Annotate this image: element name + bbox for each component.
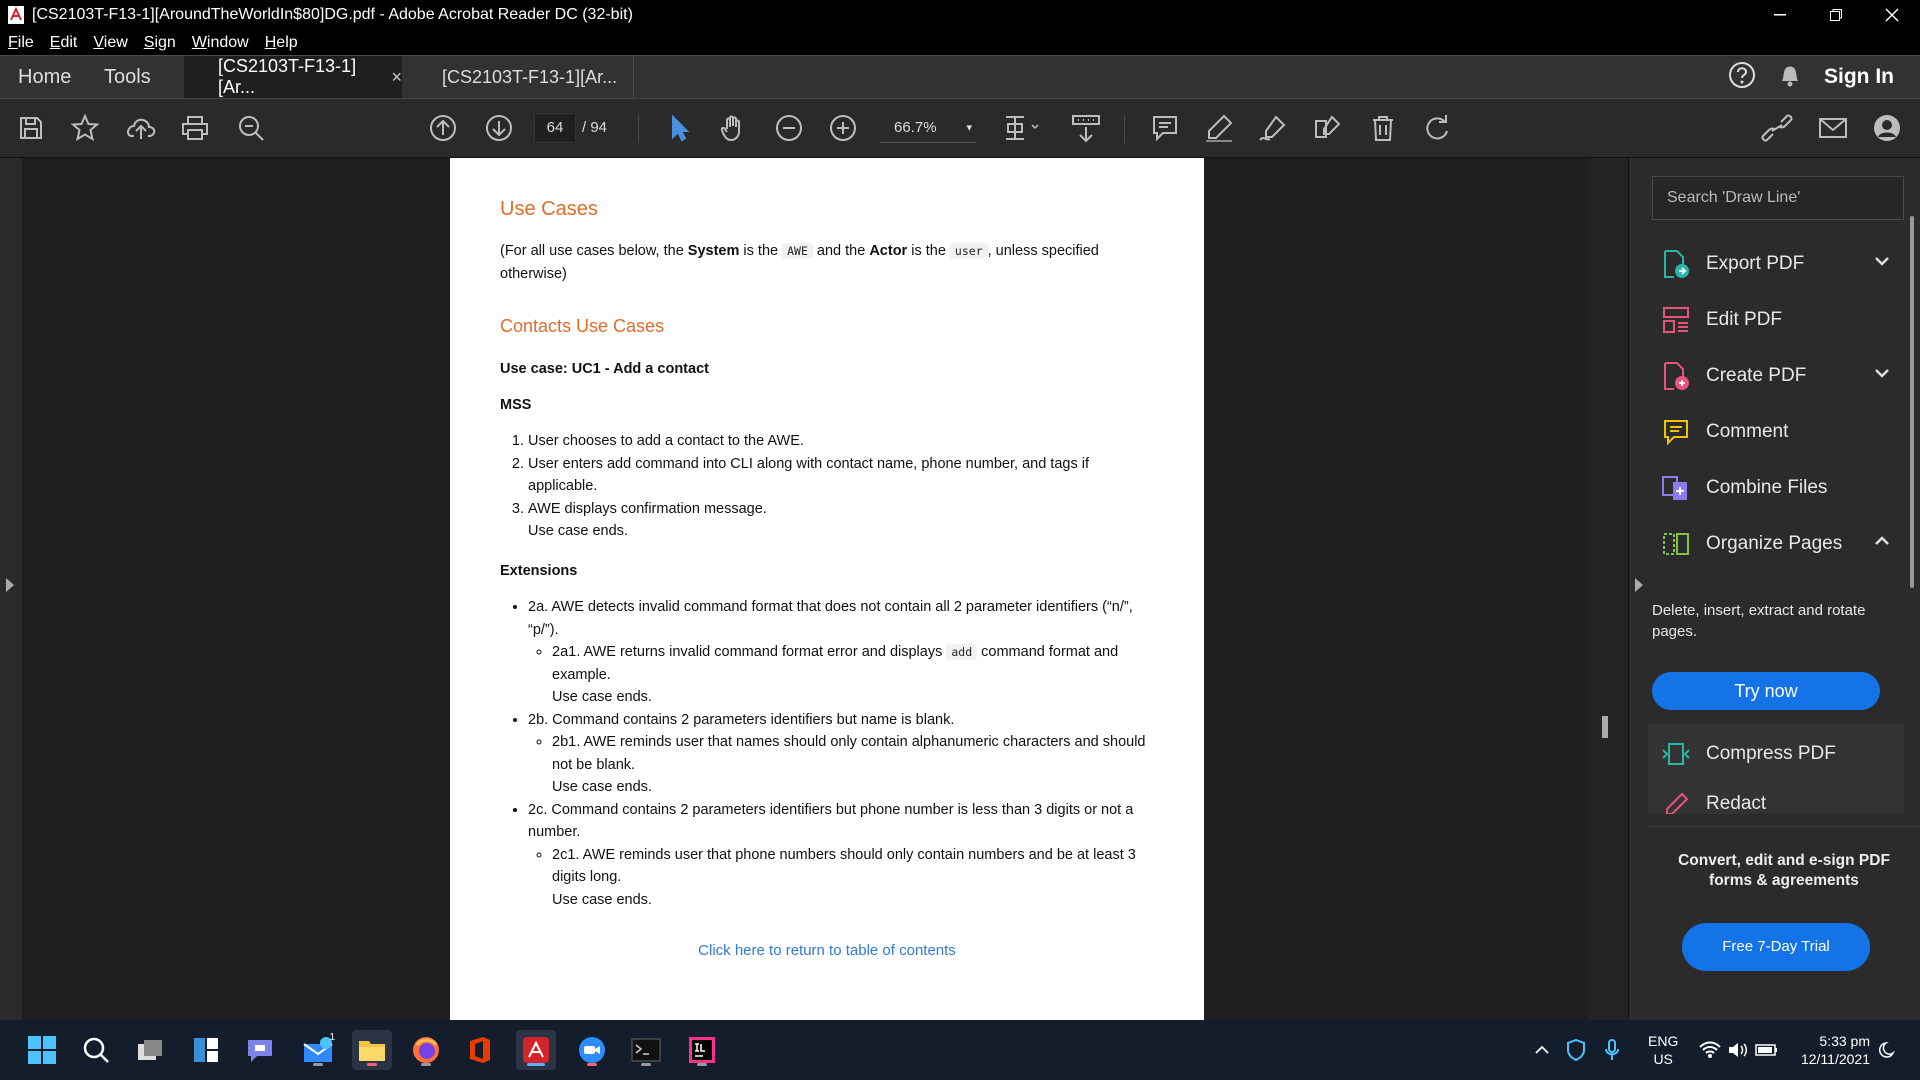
intro-system: System — [687, 243, 740, 259]
firefox-icon[interactable] — [406, 1030, 446, 1070]
list-item — [552, 731, 1160, 799]
toolbar-divider — [1124, 115, 1125, 143]
upload-cloud-icon[interactable] — [124, 111, 158, 145]
free-trial-button[interactable]: Free 7-Day Trial — [1682, 923, 1870, 971]
system-clock[interactable] — [1790, 1032, 1870, 1068]
select-cursor-icon[interactable] — [662, 111, 696, 145]
tool-label: Organize Pages — [1706, 533, 1843, 554]
intro-text: is the — [907, 243, 950, 259]
list-item-text: command format and example. — [552, 644, 1119, 683]
next-page-icon[interactable] — [482, 111, 516, 145]
chevron-down-icon[interactable] — [1874, 368, 1890, 378]
heading-use-cases: Use Cases — [500, 198, 598, 220]
tools-pane — [1648, 158, 1920, 1020]
extensions-label: Extensions — [500, 563, 578, 579]
windows-taskbar — [0, 1020, 1920, 1080]
tab-document-label: [CS2103T-F13-1][Ar... — [218, 56, 357, 97]
zoom-level-value: 66.7% — [894, 119, 937, 136]
list-item-text: 2c1. AWE reminds user that phone numbers should only contain numbers and be at least 3 digits long. — [552, 846, 1136, 885]
tools-lower-list — [1648, 724, 1904, 814]
show-hidden-icons-chevron[interactable] — [1528, 1030, 1556, 1070]
restore-button[interactable] — [1808, 0, 1864, 30]
tool-edit-pdf[interactable] — [1660, 300, 1890, 340]
list-item-text: 2a1. AWE returns invalid command format error and displays — [552, 644, 947, 660]
list-item-text: 2b1. AWE reminds user that names should only contain alphanumeric characters and should not be blank. — [552, 734, 1146, 773]
tab-document-2-label: [CS2103T-F13-1][Ar... — [442, 66, 618, 87]
page-number-input[interactable]: 64 — [534, 113, 576, 143]
edit-pdf-icon — [1660, 304, 1692, 336]
office-icon[interactable] — [460, 1030, 500, 1070]
intro-text: , unless specified — [987, 243, 1099, 259]
expand-arrow-icon — [6, 578, 14, 592]
terminal-icon[interactable] — [626, 1030, 666, 1070]
tool-label: Comment — [1706, 421, 1789, 442]
use-case-title: Use case: UC1 - Add a contact — [500, 361, 709, 377]
find-zoom-icon[interactable] — [234, 111, 268, 145]
chevron-up-icon[interactable] — [1874, 536, 1890, 546]
toolbar — [0, 98, 1920, 158]
tool-label: Compress PDF — [1706, 743, 1836, 764]
tab-document-2[interactable] — [402, 56, 634, 98]
tool-export-pdf[interactable] — [1660, 244, 1890, 284]
tool-label: Create PDF — [1706, 365, 1807, 386]
compress-pdf-icon — [1660, 738, 1692, 770]
toolbar-divider — [638, 115, 639, 143]
sign-in-button[interactable]: Sign In — [1824, 65, 1894, 88]
list-item — [552, 641, 1160, 709]
window-title: [CS2103T-F13-1][AroundTheWorldIn$80]DG.pdf - Adobe Acrobat Reader DC (32-bit) — [32, 6, 633, 23]
region-code: US — [1653, 1051, 1673, 1067]
tool-label: Redact — [1706, 793, 1767, 814]
user-account-icon[interactable] — [1870, 111, 1904, 145]
sub-list — [528, 844, 1160, 912]
bookmark-star-icon[interactable] — [68, 111, 102, 145]
intellij-icon[interactable] — [682, 1030, 722, 1070]
tab-home[interactable]: Home — [18, 65, 72, 88]
chevron-down-icon[interactable] — [1874, 256, 1890, 266]
microphone-icon[interactable] — [1598, 1030, 1626, 1070]
heading-contacts-use-cases: Contacts Use Cases — [500, 316, 665, 336]
list-item: 1. User chooses to add a contact to the AWE. — [528, 430, 1140, 453]
intro-actor: Actor — [869, 243, 908, 259]
search-icon[interactable] — [76, 1030, 116, 1070]
previous-page-icon[interactable] — [426, 111, 460, 145]
intro-text: (For all use cases below, the — [500, 243, 688, 259]
mail-badge: 1 — [329, 1032, 335, 1043]
comment-icon — [1660, 416, 1692, 448]
try-now-button[interactable]: Try now — [1652, 672, 1880, 710]
acrobat-logo-icon — [6, 5, 26, 25]
delete-trash-icon[interactable] — [1366, 111, 1400, 145]
highlight-pen-icon[interactable] — [1202, 111, 1236, 145]
zoom-meetings-icon[interactable] — [572, 1030, 612, 1070]
intro-text: otherwise) — [500, 265, 567, 282]
menu-window[interactable]: Window — [191, 33, 249, 51]
tab-close-icon[interactable]: × — [391, 66, 402, 87]
scroll-mode-icon[interactable] — [1066, 111, 1106, 145]
active-indicator — [527, 1063, 545, 1066]
language-code: ENG — [1648, 1033, 1679, 1049]
title-bar — [0, 0, 1920, 30]
list-item: 2. User enters add command into CLI along with contact name, phone number, and tags if applicable. — [528, 453, 1140, 498]
menu-sign[interactable]: Sign — [143, 33, 176, 51]
list-item — [528, 799, 1160, 912]
code-add: add — [946, 644, 977, 660]
volume-icon[interactable] — [1726, 1030, 1750, 1070]
running-indicator — [697, 1063, 707, 1066]
scrollbar-thumb[interactable] — [1602, 716, 1608, 738]
list-item-text: 2a. AWE detects invalid command format that does not contain all 2 parameter identifiers (“n/”, “p/”). — [528, 599, 1133, 638]
pdf-page — [450, 158, 1204, 1020]
mss-list — [520, 430, 1140, 543]
list-item-text: 2c. Command contains 2 parameters identifiers but phone number is less than 3 digits or not a number. — [528, 801, 1134, 840]
promo-panel — [1648, 826, 1920, 1020]
left-panel-toggle[interactable] — [0, 158, 22, 1020]
tool-combine-files[interactable] — [1660, 468, 1890, 508]
code-awe: AWE — [782, 243, 813, 259]
save-icon[interactable] — [14, 111, 48, 145]
code-user: user — [950, 243, 988, 259]
sub-list — [528, 731, 1160, 799]
tool-redact[interactable] — [1660, 784, 1890, 814]
running-indicator — [313, 1063, 323, 1066]
tools-search-input[interactable]: Search 'Draw Line' — [1652, 176, 1904, 220]
tool-label: Export PDF — [1706, 253, 1805, 274]
zoom-level-dropdown[interactable] — [880, 113, 976, 143]
running-indicator — [587, 1063, 597, 1066]
tool-label: Edit PDF — [1706, 309, 1783, 330]
organize-pages-description: Delete, insert, extract and rotate pages. — [1652, 602, 1866, 640]
running-indicator — [641, 1063, 651, 1066]
table-of-contents-link[interactable]: Click here to return to table of contents — [698, 942, 956, 959]
menu-file[interactable]: File — [8, 33, 34, 51]
email-icon[interactable] — [1816, 111, 1850, 145]
task-view-icon[interactable] — [130, 1030, 170, 1070]
intro-text: is the — [739, 243, 783, 259]
close-window-button[interactable] — [1864, 0, 1920, 30]
wifi-icon[interactable] — [1698, 1030, 1722, 1070]
widgets-icon[interactable] — [186, 1030, 226, 1070]
combine-files-icon — [1660, 472, 1692, 504]
rotate-icon[interactable] — [1420, 111, 1454, 145]
input-language[interactable] — [1648, 1032, 1678, 1068]
sign-pen-icon[interactable] — [1256, 111, 1290, 145]
notifications-bell-icon[interactable] — [1778, 62, 1802, 93]
sub-list — [528, 641, 1160, 709]
print-icon[interactable] — [178, 111, 212, 145]
collapse-arrow-icon — [1635, 578, 1643, 592]
list-item — [528, 596, 1160, 709]
hand-tool-icon[interactable] — [716, 111, 750, 145]
scrollbar-thumb[interactable] — [1910, 216, 1914, 588]
tools-scrollbar[interactable] — [1904, 210, 1920, 640]
windows-start-icon[interactable] — [22, 1030, 62, 1070]
tool-organize-pages[interactable] — [1660, 524, 1890, 564]
tab-document-active[interactable] — [184, 56, 402, 98]
page-total: / 94 — [582, 119, 608, 136]
menu-view[interactable]: View — [93, 33, 128, 51]
running-indicator — [421, 1063, 431, 1066]
create-pdf-icon — [1660, 360, 1692, 392]
use-case-ends: Use case ends. — [552, 779, 652, 795]
list-item-text: 2b. Command contains 2 parameters identifiers but name is blank. — [528, 711, 955, 728]
right-pane-toggle[interactable] — [1628, 158, 1648, 1020]
use-case-ends: Use case ends. — [552, 891, 652, 908]
add-comment-icon[interactable] — [1148, 111, 1182, 145]
mail-icon[interactable] — [298, 1030, 338, 1070]
zoom-in-icon[interactable] — [826, 111, 860, 145]
zoom-out-icon[interactable] — [772, 111, 806, 145]
file-explorer-icon[interactable] — [352, 1030, 392, 1070]
security-shield-icon[interactable] — [1562, 1030, 1590, 1070]
export-pdf-icon — [1660, 248, 1692, 280]
tool-compress-pdf[interactable] — [1660, 734, 1890, 774]
clock-date: 12/11/2021 — [1800, 1051, 1870, 1067]
document-viewer[interactable] — [22, 158, 1588, 1020]
menu-help[interactable]: Help — [264, 33, 298, 51]
do-not-disturb-icon[interactable] — [1874, 1030, 1902, 1070]
promo-text: Convert, edit and e-sign PDF forms & agreements — [1678, 852, 1890, 889]
intro-paragraph — [500, 240, 1150, 285]
extensions-list — [520, 596, 1160, 911]
clock-time: 5:33 pm — [1819, 1033, 1870, 1049]
list-item — [552, 844, 1160, 912]
mss-label: MSS — [500, 397, 532, 413]
running-indicator — [367, 1063, 377, 1066]
share-link-icon[interactable] — [1760, 111, 1794, 145]
tab-tools[interactable]: Tools — [104, 65, 151, 88]
acrobat-taskbar-icon[interactable] — [516, 1030, 556, 1070]
intro-text: and the — [812, 243, 870, 259]
document-scrollbar[interactable] — [1588, 158, 1628, 1020]
help-icon[interactable] — [1728, 61, 1756, 94]
page-fit-icon[interactable] — [1000, 111, 1044, 145]
fill-sign-icon[interactable] — [1310, 111, 1344, 145]
tab-bar — [0, 55, 1920, 98]
list-item — [528, 709, 1160, 799]
redact-icon — [1660, 788, 1692, 814]
chat-icon[interactable] — [240, 1030, 280, 1070]
list-item-text: AWE displays confirmation message. — [528, 500, 767, 517]
tool-comment[interactable] — [1660, 412, 1890, 452]
menu-bar — [0, 30, 1920, 55]
use-case-ends: Use case ends. — [552, 689, 652, 705]
list-item — [528, 498, 1140, 543]
tool-label: Combine Files — [1706, 477, 1828, 498]
chevron-down-icon: ▾ — [966, 122, 972, 134]
tool-create-pdf[interactable] — [1660, 356, 1890, 396]
minimize-button[interactable] — [1752, 0, 1808, 30]
use-case-ends: Use case ends. — [528, 523, 628, 539]
organize-pages-icon — [1660, 528, 1692, 560]
battery-icon[interactable] — [1754, 1030, 1780, 1070]
menu-edit[interactable]: Edit — [49, 33, 78, 51]
